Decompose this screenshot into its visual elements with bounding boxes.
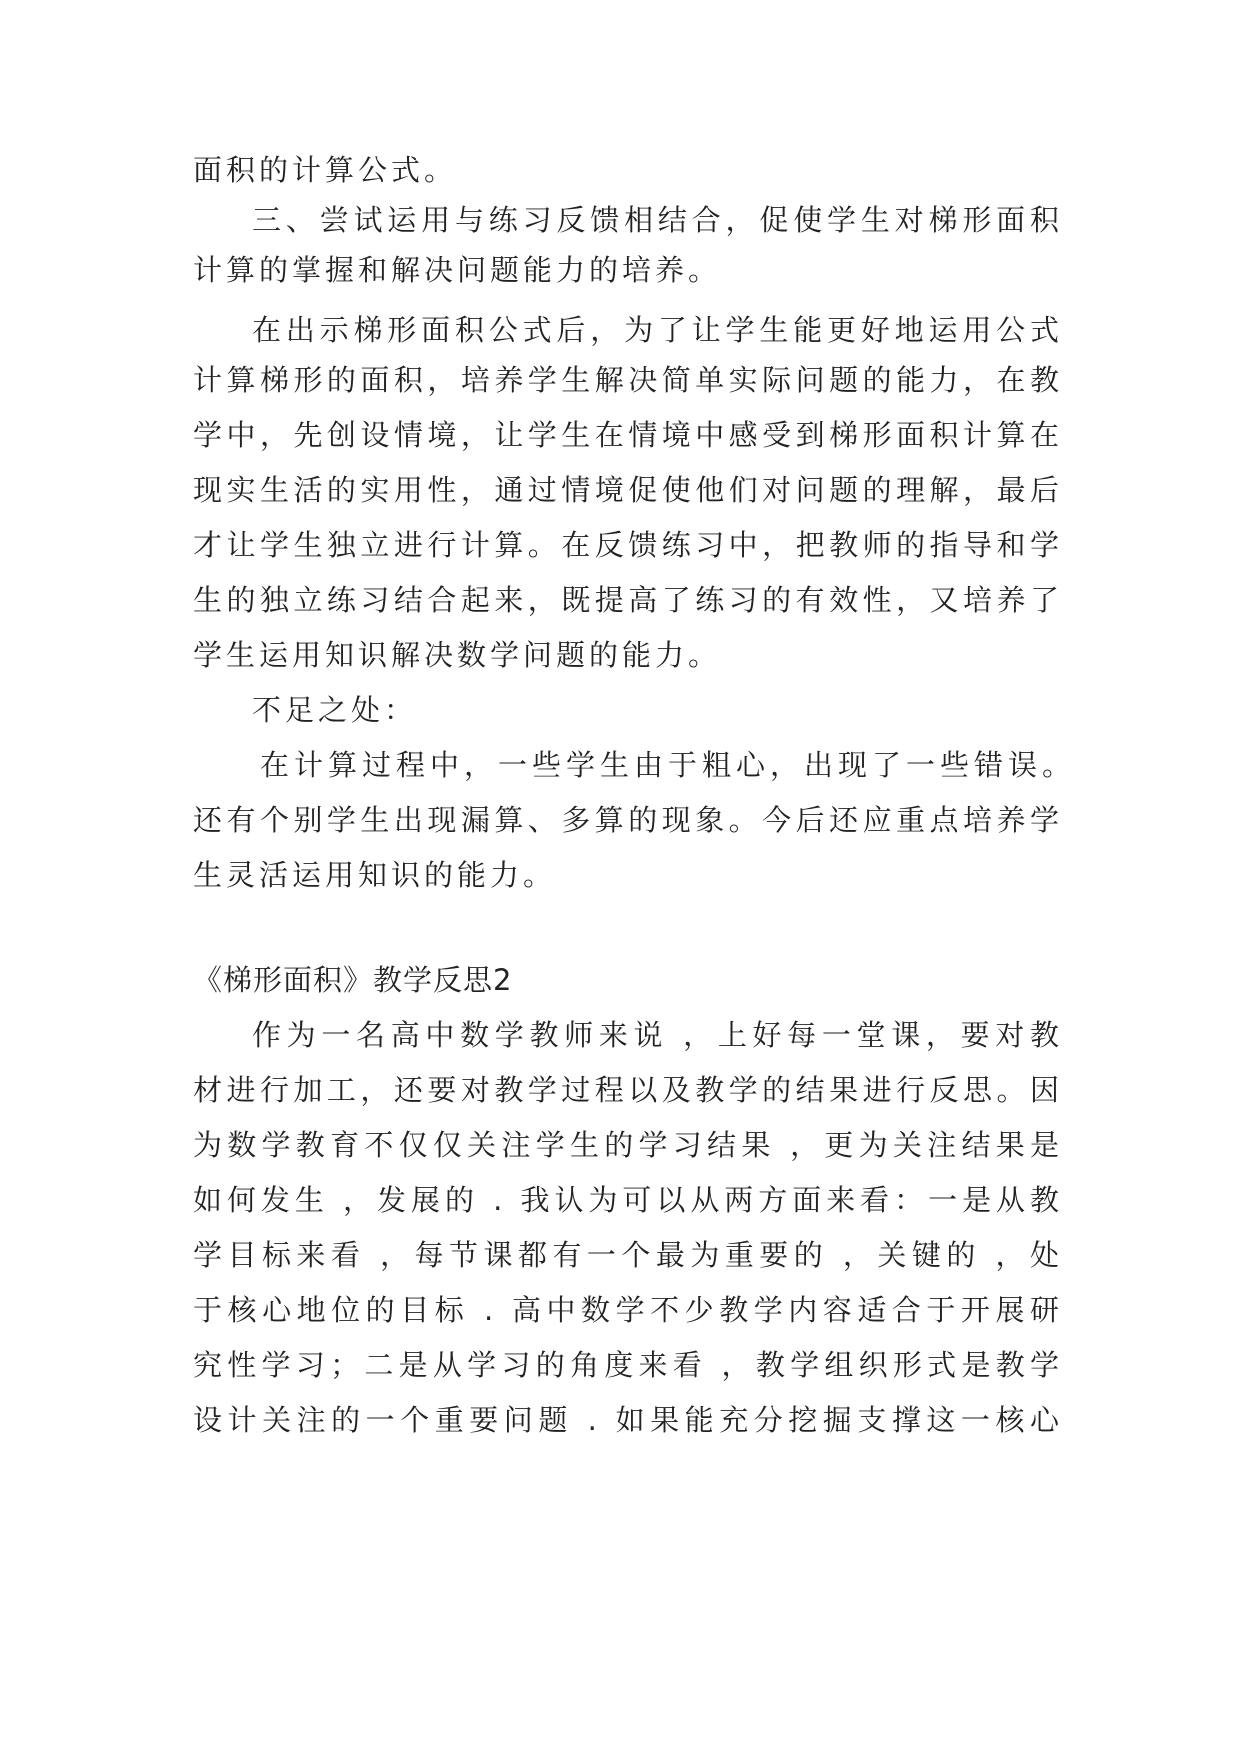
section-heading: 《梯形面积》教学反思2 xyxy=(193,963,513,997)
text-line-10: 学生运用知识解决数学问题的能力。 xyxy=(193,638,722,672)
text-line-15: 作为一名高中数学教师来说 ，上好每一堂课，要对教 xyxy=(252,1018,1063,1052)
text-line-5: 计算梯形的面积，培养学生解决简单实际问题的能力，在教 xyxy=(193,363,1063,397)
text-line-8: 才让学生独立进行计算。在反馈练习中，把教师的指导和学 xyxy=(193,528,1063,562)
text-line-14: 生灵活运用知识的能力。 xyxy=(193,858,557,892)
text-line-6: 学中，先创设情境，让学生在情境中感受到梯形面积计算在 xyxy=(193,418,1063,452)
text-line-18: 如何发生 ，发展的 . 我认为可以从两方面来看：一是从教 xyxy=(193,1183,1063,1217)
text-line-3: 计算的掌握和解决问题能力的培养。 xyxy=(193,253,722,287)
text-line-19: 学目标来看 ，每节课都有一个最为重要的 ，关键的 ，处 xyxy=(193,1238,1063,1272)
text-line-7: 现实生活的实用性，通过情境促使他们对问题的理解，最后 xyxy=(193,473,1063,507)
text-line-16: 材进行加工，还要对教学过程以及教学的结果进行反思。因 xyxy=(193,1073,1063,1107)
text-line-11: 不足之处： xyxy=(252,693,418,727)
text-line-20: 于核心地位的目标 . 高中数学不少教学内容适合于开展研 xyxy=(193,1293,1063,1327)
text-line-17: 为数学教育不仅仅关注学生的学习结果 ，更为关注结果是 xyxy=(193,1128,1063,1162)
text-line-22: 设计关注的一个重要问题 . 如果能充分挖掘支撑这一核心 xyxy=(193,1403,1063,1437)
text-line-9: 生的独立练习结合起来，既提高了练习的有效性，又培养了 xyxy=(193,583,1063,617)
text-line-13: 还有个别学生出现漏算、多算的现象。今后还应重点培养学 xyxy=(193,803,1063,837)
text-line-21: 究性学习；二是从学习的角度来看 ，教学组织形式是教学 xyxy=(193,1348,1063,1382)
text-line-4: 在出示梯形面积公式后，为了让学生能更好地运用公式 xyxy=(252,313,1063,347)
text-line-2: 三、尝试运用与练习反馈相结合，促使学生对梯形面积 xyxy=(252,203,1063,237)
text-line-12: 在计算过程中，一些学生由于粗心，出现了一些错误。 xyxy=(260,748,1075,782)
text-line-1: 面积的计算公式。 xyxy=(193,153,458,187)
